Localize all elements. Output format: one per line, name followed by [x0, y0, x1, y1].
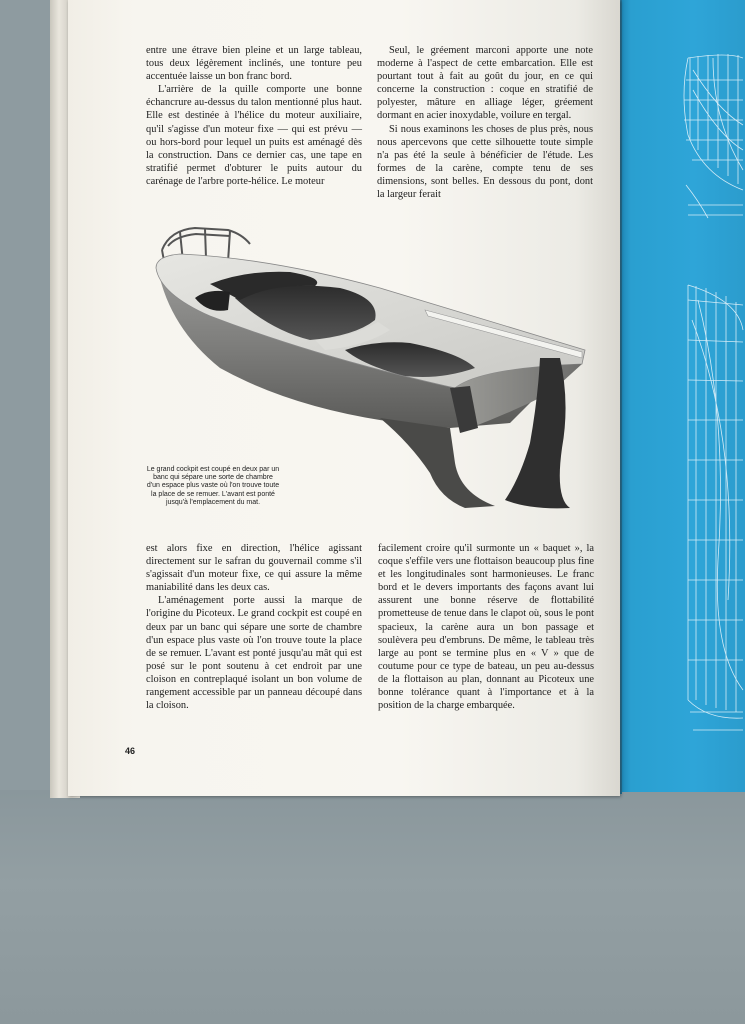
paragraph: L'arrière de la quille comporte une bonne échancrure au-dessus du talon mentionné plus haut. Elle est destinée à l'hélice du moteur auxiliaire, qu'il s'agisse d'un moteur fixe — qui est prévu — ou hors-bord pour lequel un puits est aménagé dès la construction. Dans ce dernier cas, une tape en stratifié permet d'obturer le puits autour du carénage de l'arbre porte-hélice. Le moteur	[146, 84, 362, 187]
paragraph: Seul, le gréement marconi apporte une note moderne à l'aspect de cette embarcation. Elle est pourtant tout à fait au goût du jour, en ce qui concerne la construction : coque en stratifié de polyester, mâture en alliage léger, gréement dormant en acier inoxydable, voilure en tergal.	[377, 45, 593, 122]
paragraph: Si nous examinons les choses de plus près, nous nous apercevons que cette silhouette toute simple n'a pas été la seule à bénéficier de l'étude. Les formes de la carène, compte tenu de ses dimensions, sont belles. En dessous du pont, dont la largeur ferait	[377, 123, 593, 201]
photo-caption: Le grand cockpit est coupé en deux par un banc qui sépare une sorte de chambre d'un espace plus vaste où l'on trouve toute la place de se remuer. L'avant est ponté jusqu'à l'emplacement du mat.	[146, 466, 280, 506]
background-lower	[0, 790, 745, 1024]
paragraph: L'aménagement porte aussi la marque de l'origine du Picoteux. Le grand cockpit est coupé en deux par un banc qui sépare une sorte de chambre d'un espace plus vaste où l'on trouve toute la place de se remuer. L'avant est ponté jusqu'au mât qui est posé sur le pont soutenu à cet endroit par une cloison en contreplaqué isolant un bon volume de rangement accessible par un panneau découpé dans la cloison.	[146, 595, 362, 712]
paragraph: est alors fixe en direction, l'hélice agissant directement sur le safran du gouvernail comme s'il s'agissait d'un moteur fixe, ce qui assure la même maniabilité dans les deux cas.	[146, 543, 362, 594]
paragraph: facilement croire qu'il surmonte un « baquet », la coque s'effile vers une flottaison beaucoup plus fine et les longitudinales sont harmonieuses. Le franc bord et le devers importants des façons avant lui assurent une bonne réserve de flottabilité prometteuse de tenue dans le clapot où, sous le pont spacieux, la carène aura un bon passage et soulèvera peu d'embruns. De même, le tableau très large au pont se termine plus en « V » que de coutume pour ce type de bateau, un peu au-dessus de la flottaison au plan, donnant au Picoteux une bonne tolérance quant à l'importance et à la position de la charge embarquée.	[378, 543, 594, 712]
line-drawing-blueprint	[618, 0, 745, 792]
column-bottom-right	[378, 542, 594, 712]
column-bottom-left	[146, 542, 362, 712]
column-top-left	[146, 44, 362, 188]
paragraph: entre une étrave bien pleine et un large tableau, tous deux légèrement inclinés, une tonture peu accentuée laisse un bon franc bord.	[146, 45, 362, 83]
facing-page	[618, 0, 745, 792]
page-number: 46	[125, 746, 136, 756]
column-top-right	[377, 44, 593, 201]
